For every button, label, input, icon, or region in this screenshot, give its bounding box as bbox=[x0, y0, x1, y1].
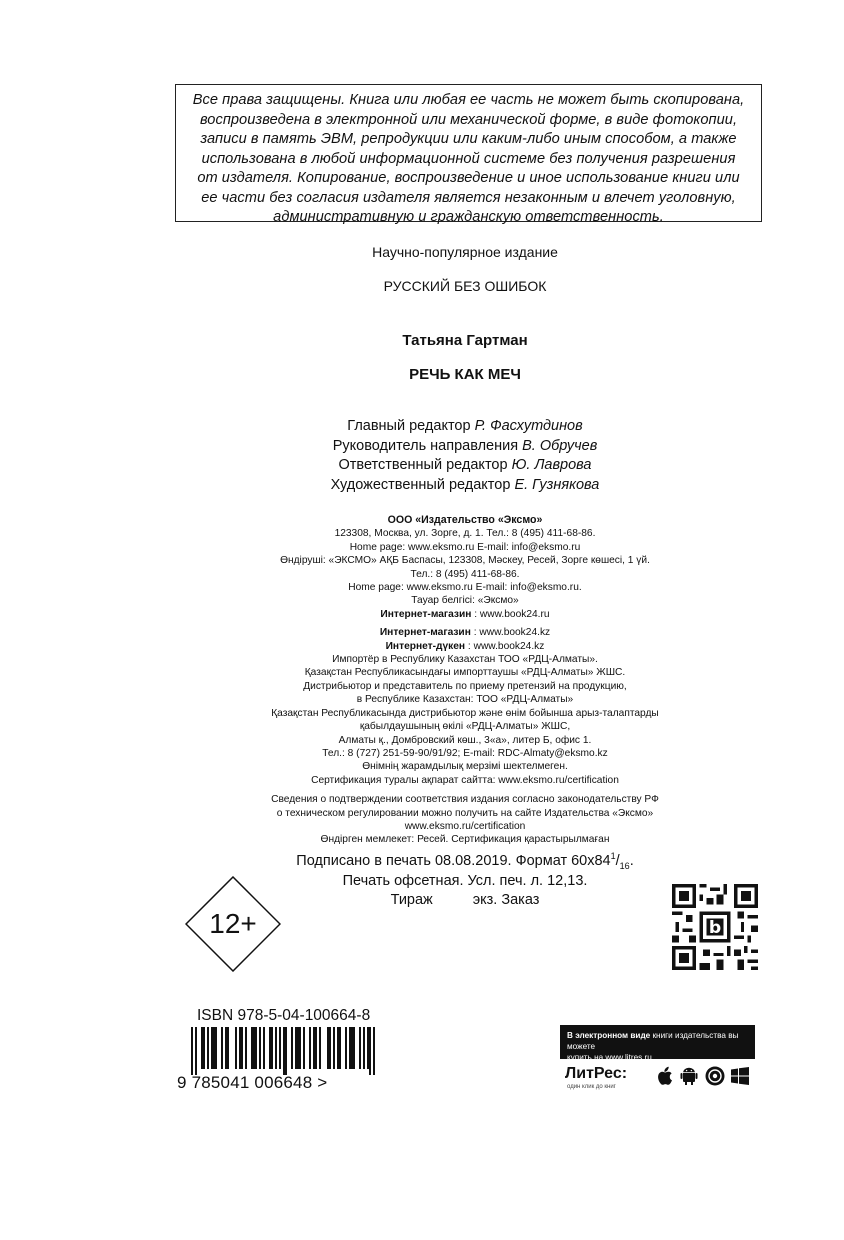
smartphone-platform-icon bbox=[705, 1066, 725, 1086]
android-icon bbox=[680, 1066, 698, 1086]
rights-line: использована в любой информационной системе без получения разрешения bbox=[201, 150, 736, 167]
print-signed: Подписано в печать 08.08.2019. Формат $60x84^1/_{16}$. bbox=[296, 851, 634, 871]
rights-line: записи в память ЭВМ, репродукции или каким-либо иным способом, а также bbox=[200, 131, 737, 147]
shop-kz-2: Интернет-дүкен : www.book24.kz bbox=[385, 640, 545, 652]
publisher-line: Импортёр в Республику Казахстан ТОО «РДЦ-Алматы». bbox=[332, 654, 598, 666]
publisher-line: Дистрибьютор и представитель по приему претензий на продукцию, bbox=[303, 680, 627, 692]
book-genre: Научно-популярное издание bbox=[372, 244, 558, 260]
rights-line: административную и гражданскую ответственность. bbox=[273, 209, 664, 225]
publisher-name: ООО «Издательство «Эксмо» bbox=[387, 514, 543, 526]
publisher-line: www.eksmo.ru/certification bbox=[404, 820, 526, 832]
editor-line: Главный редактор Р. Фасхутдинов bbox=[347, 418, 583, 434]
publisher-line: Өндірген мемлекет: Ресей. Сертификация қарастырылмаған bbox=[320, 834, 610, 846]
isbn: ISBN 978-5-04-100664-8 bbox=[197, 1007, 371, 1024]
publisher-line: Өнімнің жарамдылық мерзімі шектелмеген. bbox=[362, 761, 568, 773]
book-series: РУССКИЙ БЕЗ ОШИБОК bbox=[383, 278, 547, 294]
publisher-line: в Республике Казахстан: ТОО «РДЦ-Алматы» bbox=[356, 694, 574, 706]
editor-line: Ответственный редактор Ю. Лаврова bbox=[338, 457, 592, 473]
rights-notice bbox=[175, 84, 762, 225]
book-title: РЕЧЬ КАК МЕЧ bbox=[409, 366, 521, 383]
age-rating: 12+ bbox=[209, 908, 257, 939]
publisher-line: Сертификация туралы ақпарат сайтта: www.eksmo.ru/certification bbox=[311, 774, 619, 786]
print-run: Тираж экз. Заказ bbox=[390, 892, 540, 908]
publisher-line: Тел.: 8 (727) 251-59-90/91/92; E-mail: RDC-Almaty@eksmo.kz bbox=[322, 747, 608, 759]
publisher-line: Өндіруші: «ЭКСМО» АҚБ Баспасы, 123308, Мәскеу, Ресей, Зорге көшесі, 1 үй. bbox=[280, 555, 650, 567]
rights-line: от издателя. Копирование, воспроизведение и иное использование книги или bbox=[197, 170, 740, 186]
publisher-line: қабылдаушының өкілі «РДЦ-Алматы» ЖШС, bbox=[359, 721, 571, 733]
litres-tagline: один клик до книг bbox=[567, 1084, 616, 1090]
rights-line: ее части без согласия издателя является незаконным и влечет уголовную, bbox=[201, 189, 736, 206]
print-type: Печать офсетная. Усл. печ. л. 12,13. bbox=[342, 872, 588, 889]
publisher-line: о техническом регулировании можно получить на сайте Издательства «Эксмо» bbox=[276, 807, 654, 819]
litres-logo: ЛитРес: bbox=[565, 1065, 628, 1082]
litres-banner bbox=[560, 1025, 755, 1062]
windows-icon bbox=[731, 1067, 749, 1085]
publisher-line: Сведения о подтверждении соответствия издания согласно законодательству РФ bbox=[271, 794, 659, 806]
shop-kz: Интернет-магазин : www.book24.kz bbox=[379, 627, 551, 639]
apple-icon bbox=[655, 1066, 673, 1086]
qr-code-icon bbox=[672, 884, 758, 970]
editor-line: Руководитель направления В. Обручев bbox=[332, 437, 598, 454]
publisher-line: 123308, Москва, ул. Зорге, д. 1. Тел.: 8 (495) 411-68-86. bbox=[334, 528, 596, 540]
publisher-line: Тауар белгісі: «Эксмо» bbox=[411, 595, 519, 607]
editor-line: Художественный редактор Е. Гузнякова bbox=[330, 476, 600, 493]
svg-text:b: b bbox=[708, 918, 722, 939]
publisher-line: Home page: www.eksmo.ru E-mail: info@eksmo.ru. bbox=[348, 582, 582, 594]
book-author: Татьяна Гартман bbox=[402, 332, 528, 349]
publisher-line: Қазақстан Республикасындағы импорттаушы «РДЦ-Алматы» ЖШС. bbox=[304, 667, 626, 679]
publisher-line: Тел.: 8 (495) 411-68-86. bbox=[410, 568, 520, 580]
rights-line: воспроизведена в электронной или механической форме, в виде фотокопии, bbox=[199, 111, 738, 128]
publisher-line: Home page: www.eksmo.ru E-mail: info@eksmo.ru bbox=[349, 541, 581, 553]
publisher-line: Қазақстан Республикасында дистрибьютор және өнім бойынша арыз-талаптарды bbox=[271, 707, 659, 719]
barcode-icon bbox=[191, 1027, 383, 1075]
rights-line: Все права защищены. Книга или любая ее часть не может быть скопирована, bbox=[192, 92, 745, 108]
barcode-digits: 9 785041 006648 > bbox=[177, 1073, 328, 1092]
litres-banner-line: В электронном виде книги издательства вы можете bbox=[567, 1031, 739, 1051]
editors-list bbox=[0, 417, 844, 495]
shop-ru: Интернет-магазин : www.book24.ru bbox=[380, 608, 550, 620]
publisher-block bbox=[0, 514, 844, 847]
publisher-line: Алматы қ., Домбровский көш., 3«а», литер Б, офис 1. bbox=[338, 734, 592, 746]
litres-banner-line: купить на www.litres.ru bbox=[567, 1053, 652, 1062]
